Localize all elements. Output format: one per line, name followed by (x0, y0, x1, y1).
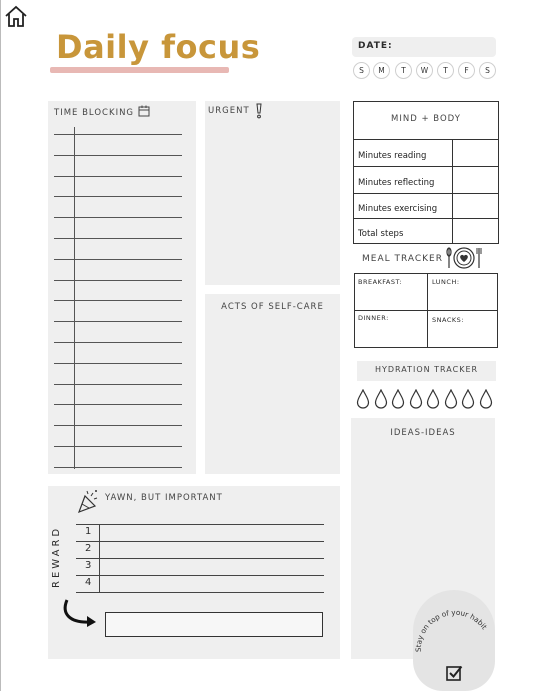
yawn-row-number: 3 (85, 560, 92, 571)
yawn-row-line[interactable] (76, 592, 324, 593)
water-drop-icon[interactable] (374, 389, 388, 409)
hydration-panel (357, 361, 496, 381)
mind-body-row-label: Total steps (358, 229, 404, 239)
meal-breakfast[interactable]: BREAKFAST: (358, 278, 402, 286)
urgent-panel[interactable] (205, 101, 340, 285)
day-sun[interactable]: S (353, 62, 370, 79)
party-hat-icon (75, 488, 101, 514)
meal-lunch[interactable]: LUNCH: (432, 278, 460, 286)
day-thu[interactable]: T (437, 62, 454, 79)
time-blocking-panel (48, 101, 196, 474)
mind-body-row-divider (353, 218, 499, 219)
yawn-row-line[interactable] (76, 524, 324, 525)
page-title: Daily focus (56, 28, 261, 66)
svg-text:Stay on top of your habit (414, 608, 489, 652)
page-edge (0, 0, 1, 691)
yawn-row-line[interactable] (76, 575, 324, 576)
water-drop-icon[interactable] (444, 389, 458, 409)
mind-body-row-divider (353, 166, 499, 167)
mind-body-row-divider (353, 193, 499, 194)
mind-body-row-divider (353, 139, 499, 140)
mind-body-value-cell[interactable] (452, 139, 453, 166)
yawn-row-number: 1 (85, 526, 92, 537)
meal-grid (354, 273, 498, 348)
reward-input[interactable] (105, 612, 323, 637)
mind-body-row-label: Minutes reflecting (358, 177, 435, 188)
yawn-label: YAWN, BUT IMPORTANT (105, 493, 223, 503)
checkbox-checked-icon[interactable] (446, 664, 463, 681)
day-wed[interactable]: W (416, 62, 433, 79)
yawn-row-number: 4 (85, 577, 92, 588)
yawn-divider (99, 524, 100, 592)
day-tue[interactable]: T (395, 62, 412, 79)
home-icon[interactable] (4, 4, 28, 28)
hydration-label: HYDRATION TRACKER (374, 365, 479, 374)
water-drop-icon[interactable] (409, 389, 423, 409)
reward-label: REWARD (51, 525, 62, 588)
meal-snacks[interactable]: SNACKS: (432, 316, 464, 324)
habit-badge (413, 590, 495, 691)
date-label: DATE: (358, 41, 393, 51)
water-drop-icon[interactable] (461, 389, 475, 409)
habit-badge-text: Stay on top of your habit (413, 607, 489, 653)
yawn-row-line[interactable] (76, 558, 324, 559)
water-drop-icon[interactable] (391, 389, 405, 409)
time-blocking-label: TIME BLOCKING (54, 108, 135, 118)
water-drop-icon[interactable] (426, 389, 440, 409)
day-fri[interactable]: F (458, 62, 475, 79)
self-care-panel[interactable] (205, 294, 340, 474)
water-drop-icon[interactable] (356, 389, 370, 409)
mind-body-label: MIND + BODY (391, 114, 461, 124)
mind-body-table (353, 101, 499, 244)
calendar-icon (138, 105, 150, 117)
exclamation-icon (255, 103, 263, 119)
meal-tracker-label: MEAL TRACKER (362, 254, 443, 264)
meal-dinner[interactable]: DINNER: (358, 314, 389, 322)
mind-body-row-label: Minutes reading (358, 150, 427, 161)
yawn-row-line[interactable] (76, 541, 324, 542)
title-underline (50, 67, 229, 73)
ideas-label: IDEAS-IDEAS (390, 428, 456, 438)
time-blocking-divider (74, 127, 75, 469)
yawn-row-number: 2 (85, 543, 92, 554)
mind-body-value-cell[interactable] (452, 193, 453, 218)
day-sat[interactable]: S (479, 62, 496, 79)
plate-icon (445, 246, 485, 270)
mind-body-value-cell[interactable] (452, 218, 453, 244)
urgent-label: URGENT (208, 106, 250, 116)
day-mon[interactable]: M (373, 62, 390, 79)
water-drop-icon[interactable] (479, 389, 493, 409)
mind-body-row-label: Minutes exercising (358, 203, 438, 214)
curved-arrow-icon (60, 598, 100, 628)
mind-body-value-cell[interactable] (452, 166, 453, 193)
self-care-label: ACTS OF SELF-CARE (221, 302, 324, 312)
date-panel[interactable] (352, 37, 496, 57)
